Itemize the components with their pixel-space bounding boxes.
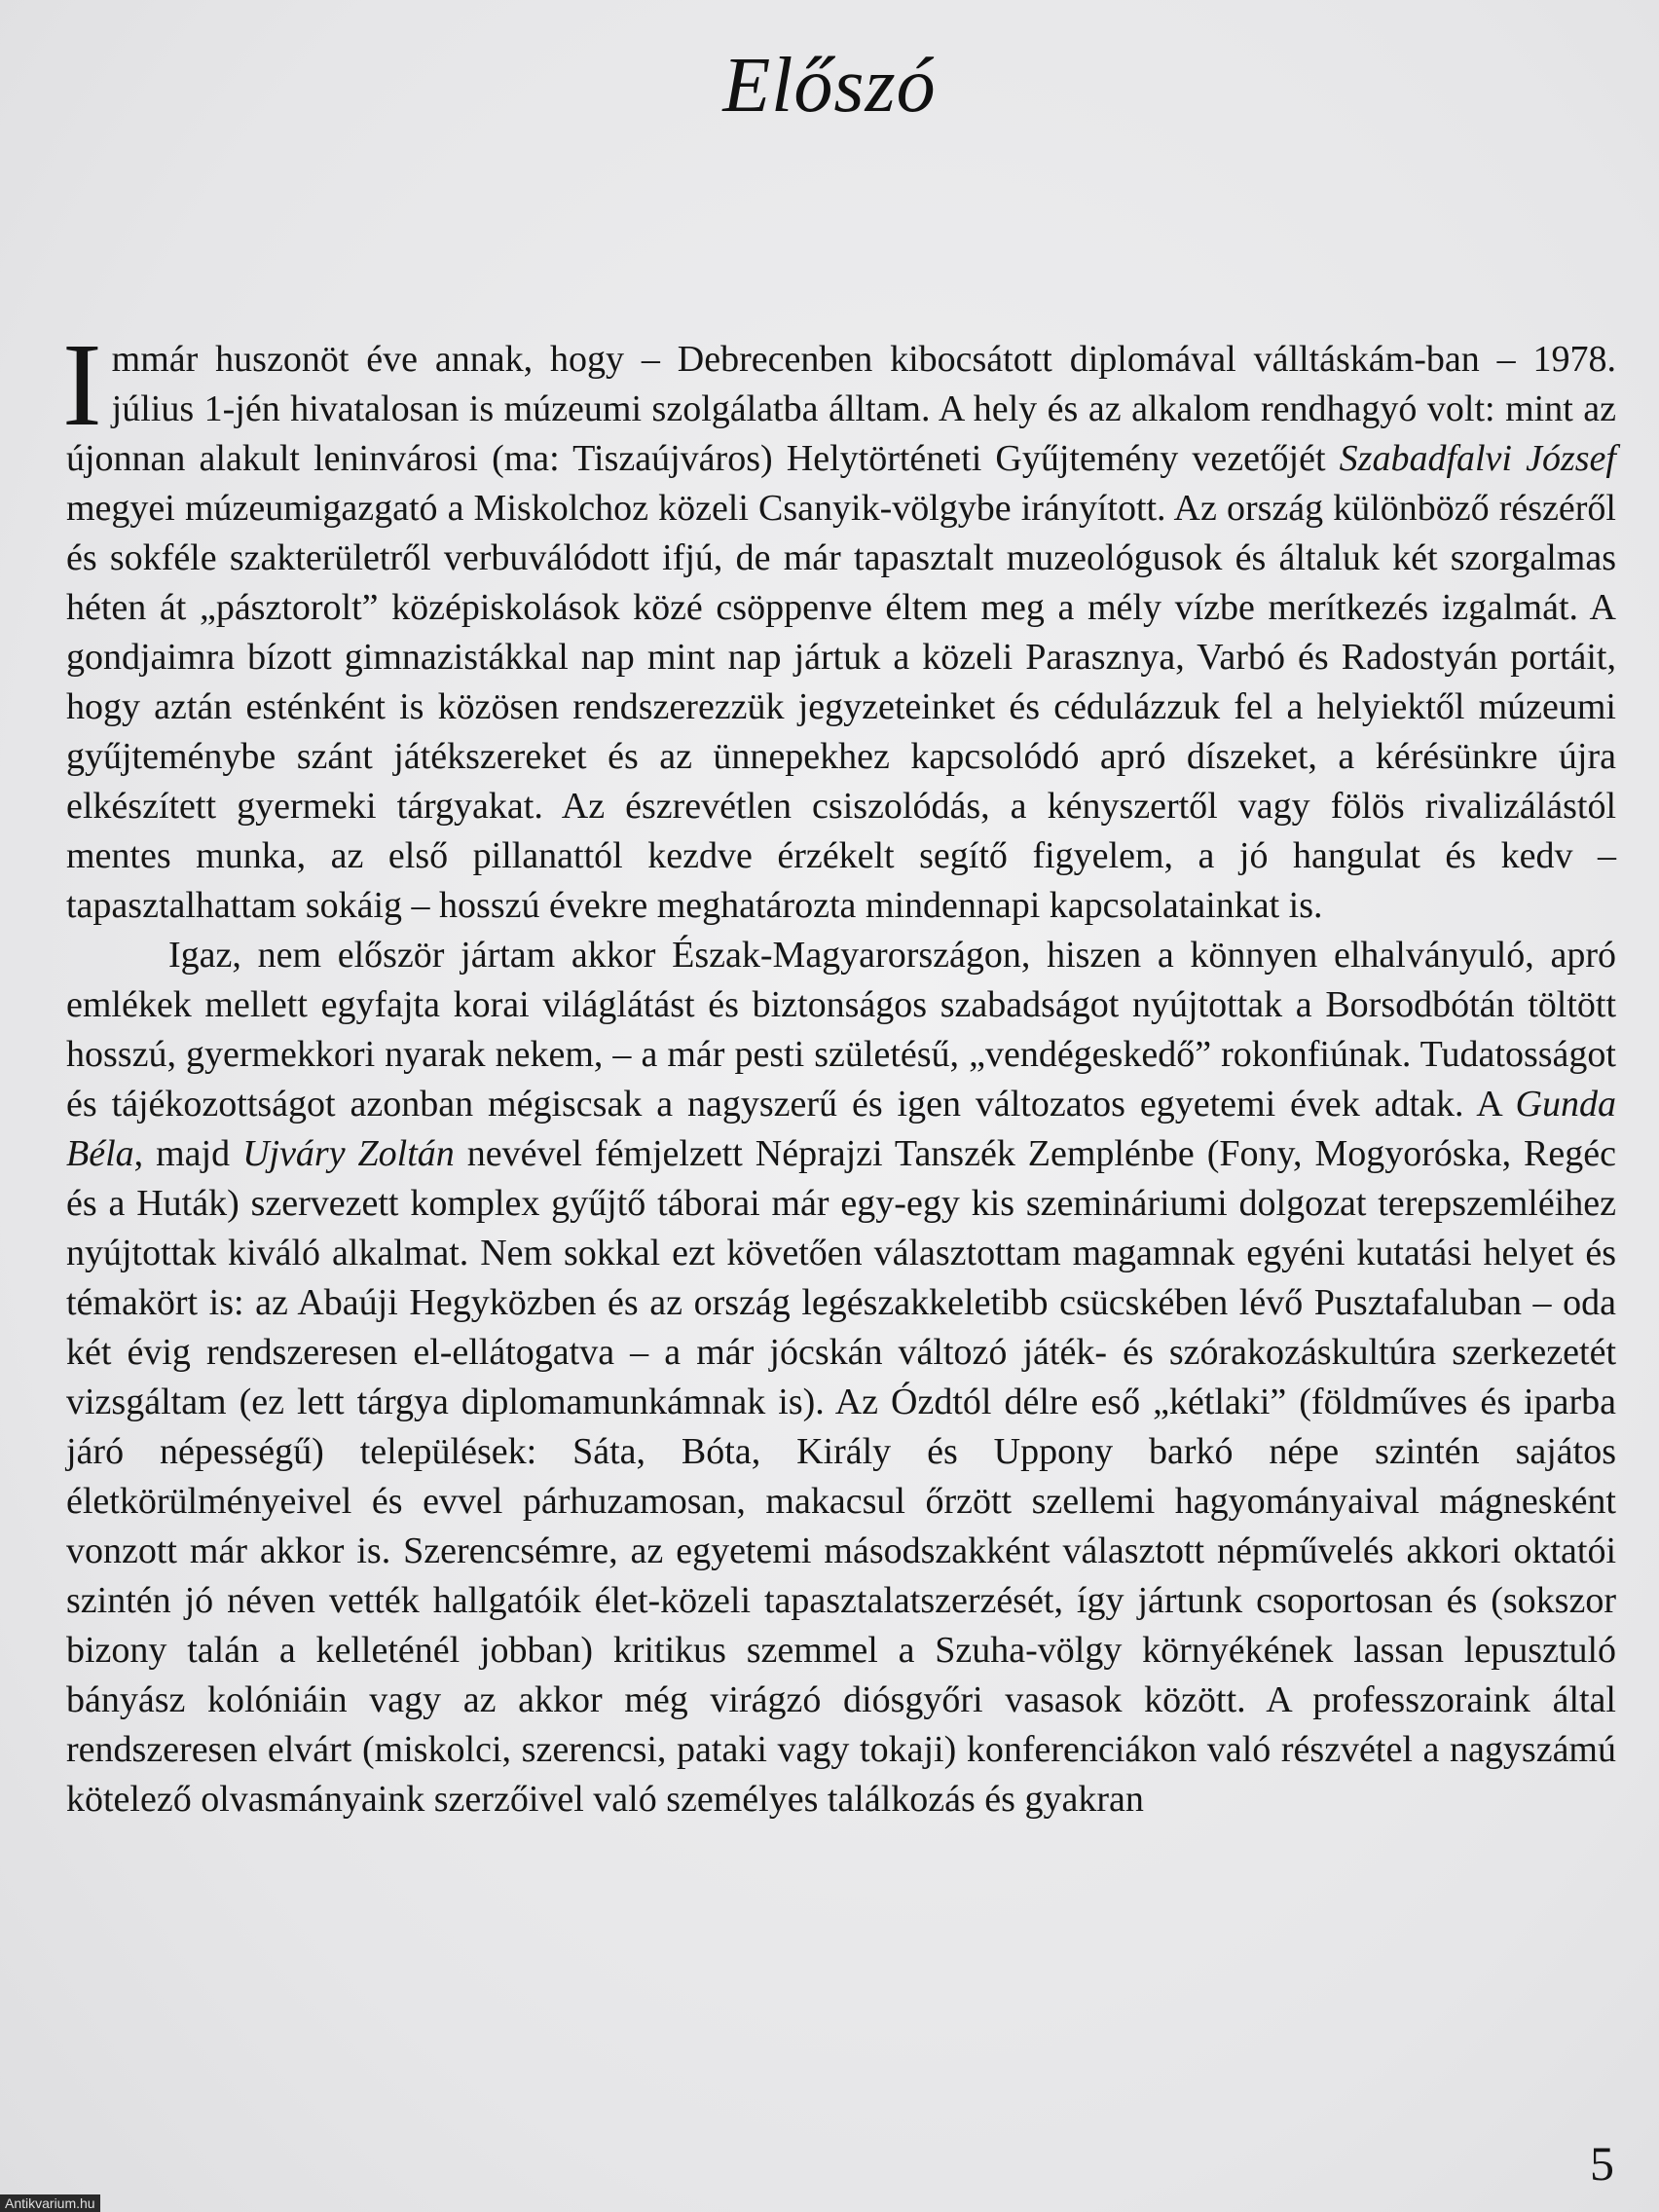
page-title: Előszó bbox=[722, 43, 937, 129]
paragraph-1 bbox=[62, 319, 1616, 931]
paragraph-1-text-b: megyei múzeumigazgató a Miskolchoz közeli Csanyik-völgybe irányított. Az ország különböző részéről és sokféle szakterületről verbuválódott ifjú, de már tapasztalt muzeológusok és általuk két szorgalmas héten át „pásztorolt” középiskolások közé csöppenve éltem meg a mély vízbe merítkezés izgalmát. A gondjaimra bízott gimnazistákkal nap mint nap jártuk a közeli Parasznya, Varbó és Radostyán portáit, hogy aztán esténként is közösen rendszerezzük jegyzeteinket és cédulázzuk fel a helyiektől múzeumi gyűjteménybe szánt játékszereket és az ünnepekhez kapcsolódó apró díszeket, a kérésünkre újra elkészített gyermeki tárgyakat. Az észrevétlen csiszolódás, a kényszertől vagy fölös rivalizálástól mentes munka, az első pillanattól kezdve érzékelt segítő figyelem, a jó hangulat és kedv – tapasztalhattam sokáig – hosszú évekre meghatározta mindennapi kapcsolatainkat is. bbox=[66, 488, 1616, 926]
person-name: Ujváry Zoltán bbox=[242, 1133, 455, 1174]
paragraph-2-text-a: Igaz, nem először jártam akkor Észak-Magyarországon, hiszen a könnyen elhalványuló, apró emlékek mellett egyfajta korai világlátást és biztonságos szabadságot nyújtottak a Borsodbótán töltött hosszú, gyermekkori nyarak nekem, – a már pesti születésű, „vendégeskedő” rokonfiúnak. Tudatosságot és tájékozottságot azonban mégiscsak a nagyszerű és igen változatos egyetemi évek adtak. A bbox=[66, 935, 1616, 1124]
page-number: 5 bbox=[1590, 2136, 1614, 2191]
paragraph-1-text-a: mmár huszonöt éve annak, hogy – Debrecenben kibocsátott diplomával válltáskám-ban – 1978. július 1-jén hivatalosan is múzeumi szolgálatba álltam. A hely és az alkalom rendhagyó volt: mint az újonnan alakult leninvárosi (ma: Tiszaújváros) Helytörténeti Gyűjtemény vezetőjét bbox=[66, 339, 1616, 479]
person-name: Szabadfalvi József bbox=[1339, 438, 1616, 479]
person-name: Gunda Béla bbox=[66, 1084, 1616, 1174]
body-text bbox=[62, 319, 1616, 1825]
paragraph-2 bbox=[66, 931, 1616, 1825]
paragraph-2-text-c: nevével fémjelzett Néprajzi Tanszék Zemplénbe (Fony, Mogyoróska, Regéc és a Huták) szervezett komplex gyűjtő táborai már egy-egy kis szemináriumi dolgozat terepszemléihez nyújtottak kiváló alkalmat. Nem sokkal ezt követően választottam magamnak egyéni kutatási helyet és témakört is: az Abaúji Hegyközben és az ország legészakkeletibb csücskében lévő Pusztafaluban – oda két évig rendszeresen el-ellátogatva – a már jócskán változó játék- és szórakozáskultúra szerkezetét vizsgáltam (ez lett tárgya diplomamunkámnak is). Az Ózdtól délre eső „kétlaki” (földműves és iparba járó népességű) települések: Sáta, Bóta, Király és Uppony barkó népe szintén sajátos életkörülményeivel és evvel párhuzamosan, makacsul őrzött szellemi hagyományaival mágnesként vonzott már akkor is. Szerencsémre, az egyetemi másodszakként választott népművelés akkori oktatói szintén jó néven vették hallgatóik élet-közeli tapasztalatszerzését, így jártunk csoportosan és (sokszor bizony talán a kelleténél jobban) kritikus szemmel a Szuha-völgy környékének lassan lepusztuló bányász kolóniáin vagy az akkor még virágzó diósgyőri vasasok között. A professzoraink által rendszeresen elvárt (miskolci, szerencsi, pataki vagy tokaji) konferenciákon való részvétel a nagyszámú kötelező olvasmányaink szerzőivel való személyes találkozás és gyakran bbox=[66, 1133, 1616, 1820]
watermark: Antikvarium.hu bbox=[0, 2194, 100, 2212]
paragraph-2-text-b: , majd bbox=[133, 1133, 243, 1174]
drop-cap: I bbox=[62, 319, 102, 451]
